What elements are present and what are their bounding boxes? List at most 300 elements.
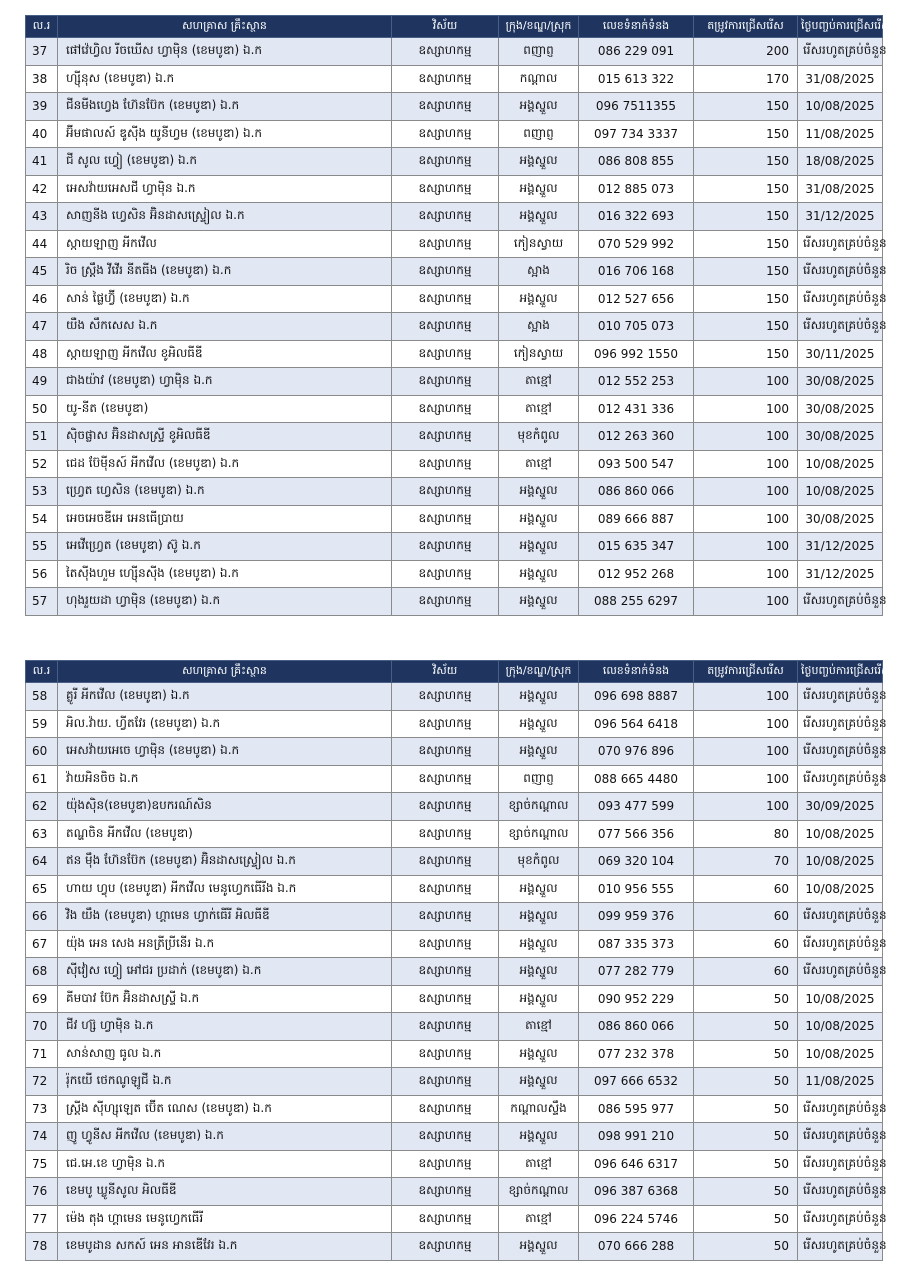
deadline-cell: 30/08/2025 <box>798 505 883 533</box>
company-name-cell: យ៉ុង អេន សេង អនត្រីប្រីនើរ ឯ.ក <box>58 930 392 958</box>
header-number: ល.រ <box>26 16 58 38</box>
header-deadline: ថ្ងៃបញ្ចប់ការជ្រើសរើស <box>798 661 883 683</box>
company-name-cell: អេសវ៉ាយអេសជី ហ្វាម៉ិន ឯ.ក <box>58 175 392 203</box>
table-row <box>26 1040 883 1068</box>
hiring-quantity-cell: 100 <box>694 560 798 588</box>
sector-cell: ឧស្សាហកម្ម <box>392 588 499 616</box>
deadline-cell: 10/08/2025 <box>798 875 883 903</box>
deadline-cell: 10/08/2025 <box>798 450 883 478</box>
deadline-cell: 30/09/2025 <box>798 793 883 821</box>
phone-number-cell: 090 952 229 <box>579 985 694 1013</box>
hiring-quantity-cell: 100 <box>694 505 798 533</box>
sector-cell: ឧស្សាហកម្ម <box>392 120 499 148</box>
header-number: ល.រ <box>26 661 58 683</box>
table-row <box>26 958 883 986</box>
district-cell: តាខ្មៅ <box>499 1205 579 1233</box>
phone-number-cell: 016 706 168 <box>579 258 694 286</box>
phone-number-cell: 097 734 3337 <box>579 120 694 148</box>
company-name-cell: ញូ ហ្វូនីស អីកវើល (ខេមបូឌា) ឯ.ក <box>58 1123 392 1151</box>
hiring-quantity-cell: 100 <box>694 423 798 451</box>
deadline-cell: 10/08/2025 <box>798 985 883 1013</box>
table-row <box>26 423 883 451</box>
company-name-cell: អេសវ៉ាយអេចេ ហ្វាម៉ិន (ខេមបូឌា) ឯ.ក <box>58 738 392 766</box>
hiring-quantity-cell: 100 <box>694 683 798 711</box>
phone-number-cell: 096 224 5746 <box>579 1205 694 1233</box>
table-row <box>26 450 883 478</box>
sector-cell: ឧស្សាហកម្ម <box>392 423 499 451</box>
sector-cell: ឧស្សាហកម្ម <box>392 765 499 793</box>
row-number-cell: 42 <box>26 175 58 203</box>
district-cell: អង្គស្នួល <box>499 958 579 986</box>
district-cell: អង្គស្នួល <box>499 93 579 121</box>
phone-number-cell: 015 613 322 <box>579 65 694 93</box>
table-body <box>26 38 887 616</box>
hiring-quantity-cell: 60 <box>694 875 798 903</box>
row-number-cell: 76 <box>26 1178 58 1206</box>
phone-number-cell: 099 959 376 <box>579 903 694 931</box>
table-row <box>26 560 883 588</box>
table-row <box>26 395 883 423</box>
table-row <box>26 533 883 561</box>
header-sector: វិស័យ <box>392 661 499 683</box>
hiring-quantity-cell: 100 <box>694 710 798 738</box>
sector-cell: ឧស្សាហកម្ម <box>392 533 499 561</box>
row-number-cell: 55 <box>26 533 58 561</box>
company-name-cell: ស្កាយឡាញ អីកវើល <box>58 230 392 258</box>
row-number-cell: 44 <box>26 230 58 258</box>
company-name-cell: ផៅវ៉េហ្វិល រីចឃើស ហ្វាម៉ិន (ខេមបូឌា) ឯ.ក <box>58 38 392 66</box>
district-cell: អង្គស្នួល <box>499 930 579 958</box>
phone-number-cell: 077 232 378 <box>579 1040 694 1068</box>
phone-number-cell: 086 229 091 <box>579 38 694 66</box>
deadline-cell: រើសរហូតគ្រប់ចំនួន <box>798 1205 883 1233</box>
table-row <box>26 203 883 231</box>
phone-number-cell: 086 860 066 <box>579 478 694 506</box>
table-row <box>26 1178 883 1206</box>
table-row <box>26 1095 883 1123</box>
recruitment-table-1 <box>25 15 892 616</box>
hiring-quantity-cell: 50 <box>694 985 798 1013</box>
header-district: ក្រុង/ខណ្ឌ/ស្រុក <box>499 16 579 38</box>
company-name-cell: ស្កាយឡាញ អីកវើល ខូអិលធីឌី <box>58 340 392 368</box>
row-number-cell: 60 <box>26 738 58 766</box>
deadline-cell: 30/08/2025 <box>798 395 883 423</box>
sector-cell: ឧស្សាហកម្ម <box>392 478 499 506</box>
sector-cell: ឧស្សាហកម្ម <box>392 958 499 986</box>
deadline-cell: 10/08/2025 <box>798 848 883 876</box>
company-name-cell: យ៉ុងស៊ិន(ខេមបូឌា)ឧបករណ៍សិន <box>58 793 392 821</box>
deadline-cell: រើសរហូតគ្រប់ចំនួន <box>798 1150 883 1178</box>
row-number-cell: 73 <box>26 1095 58 1123</box>
table-row <box>26 683 883 711</box>
district-cell: អង្គស្នួល <box>499 875 579 903</box>
hiring-quantity-cell: 150 <box>694 175 798 203</box>
company-name-cell: អ៊ីមផាលស៍ ឌូស៊ីង យូនីហ្វម (ខេមបូឌា) ឯ.ក <box>58 120 392 148</box>
sector-cell: ឧស្សាហកម្ម <box>392 230 499 258</box>
row-number-cell: 39 <box>26 93 58 121</box>
company-name-cell: តណ្ហចិន អីកវើល (ខេមបូឌា) <box>58 820 392 848</box>
district-cell: អង្គស្នួល <box>499 560 579 588</box>
deadline-cell: រើសរហូតគ្រប់ចំនួន <box>798 903 883 931</box>
hiring-quantity-cell: 50 <box>694 1233 798 1261</box>
phone-number-cell: 077 282 779 <box>579 958 694 986</box>
district-cell: ស្អាង <box>499 258 579 286</box>
row-number-cell: 69 <box>26 985 58 1013</box>
sector-cell: ឧស្សាហកម្ម <box>392 1040 499 1068</box>
row-number-cell: 59 <box>26 710 58 738</box>
hiring-quantity-cell: 100 <box>694 738 798 766</box>
sector-cell: ឧស្សាហកម្ម <box>392 1150 499 1178</box>
table-row <box>26 1013 883 1041</box>
sector-cell: ឧស្សាហកម្ម <box>392 903 499 931</box>
sector-cell: ឧស្សាហកម្ម <box>392 285 499 313</box>
deadline-cell: 10/08/2025 <box>798 820 883 848</box>
sector-cell: ឧស្សាហកម្ម <box>392 560 499 588</box>
phone-number-cell: 012 431 336 <box>579 395 694 423</box>
row-number-cell: 52 <box>26 450 58 478</box>
table-row <box>26 765 883 793</box>
hiring-quantity-cell: 100 <box>694 368 798 396</box>
table-row <box>26 1150 883 1178</box>
district-cell: ខ្សាច់កណ្ដាល <box>499 820 579 848</box>
deadline-cell: រើសរហូតគ្រប់ចំនួន <box>798 958 883 986</box>
table-header <box>26 661 892 683</box>
row-number-cell: 48 <box>26 340 58 368</box>
phone-number-cell: 096 7511355 <box>579 93 694 121</box>
hiring-quantity-cell: 200 <box>694 38 798 66</box>
sector-cell: ឧស្សាហកម្ម <box>392 175 499 203</box>
sector-cell: ឧស្សាហកម្ម <box>392 38 499 66</box>
table-row <box>26 120 883 148</box>
row-number-cell: 71 <box>26 1040 58 1068</box>
sector-cell: ឧស្សាហកម្ម <box>392 340 499 368</box>
row-number-cell: 43 <box>26 203 58 231</box>
header-district: ក្រុង/ខណ្ឌ/ស្រុក <box>499 661 579 683</box>
row-number-cell: 47 <box>26 313 58 341</box>
company-name-cell: ហុងរួយដា ហ្វាម៉ិន (ខេមបូឌា) ឯ.ក <box>58 588 392 616</box>
company-name-cell: អេចអេចឌីអេ អេនធើប្រាយ <box>58 505 392 533</box>
row-number-cell: 66 <box>26 903 58 931</box>
phone-number-cell: 087 335 373 <box>579 930 694 958</box>
row-number-cell: 72 <box>26 1068 58 1096</box>
sector-cell: ឧស្សាហកម្ម <box>392 985 499 1013</box>
table-row <box>26 313 883 341</box>
deadline-cell: រើសរហូតគ្រប់ចំនួន <box>798 1178 883 1206</box>
deadline-cell: 30/08/2025 <box>798 423 883 451</box>
phone-number-cell: 070 976 896 <box>579 738 694 766</box>
header-row <box>26 661 883 683</box>
district-cell: អង្គស្នួល <box>499 683 579 711</box>
deadline-cell: រើសរហូតគ្រប់ចំនួន <box>798 1095 883 1123</box>
hiring-quantity-cell: 100 <box>694 765 798 793</box>
hiring-quantity-cell: 50 <box>694 1013 798 1041</box>
table-row <box>26 1205 883 1233</box>
row-number-cell: 41 <box>26 148 58 176</box>
district-cell: កៀនស្វាយ <box>499 230 579 258</box>
deadline-cell: 31/12/2025 <box>798 560 883 588</box>
deadline-cell: 11/08/2025 <box>798 120 883 148</box>
company-name-cell: សាញនីង ហ្វេសិន អ៊ិនដាសស្ទ្រៀល ឯ.ក <box>58 203 392 231</box>
district-cell: ពញាព្ញ <box>499 120 579 148</box>
company-name-cell: សាន់ ផ្លៃហ្វ៊ី (ខេមបូឌា) ឯ.ក <box>58 285 392 313</box>
row-number-cell: 64 <box>26 848 58 876</box>
hiring-quantity-cell: 100 <box>694 793 798 821</box>
table-row <box>26 38 883 66</box>
table-row <box>26 478 883 506</box>
district-cell: តាខ្មៅ <box>499 395 579 423</box>
table-row <box>26 148 883 176</box>
table-row <box>26 793 883 821</box>
row-number-cell: 46 <box>26 285 58 313</box>
deadline-cell: 30/11/2025 <box>798 340 883 368</box>
phone-number-cell: 077 566 356 <box>579 820 694 848</box>
district-cell: អង្គស្នួល <box>499 1040 579 1068</box>
sector-cell: ឧស្សាហកម្ម <box>392 93 499 121</box>
deadline-cell: រើសរហូតគ្រប់ចំនួន <box>798 588 883 616</box>
header-phone: លេខទំនាក់ទំនង <box>579 16 694 38</box>
district-cell: តាខ្មៅ <box>499 450 579 478</box>
table-row <box>26 340 883 368</box>
company-name-cell: ខេមបូដាន សកស៍ អេន អានឌើវែរ ឯ.ក <box>58 1233 392 1261</box>
row-number-cell: 70 <box>26 1013 58 1041</box>
row-number-cell: 63 <box>26 820 58 848</box>
district-cell: ស្អាង <box>499 313 579 341</box>
sector-cell: ឧស្សាហកម្ម <box>392 203 499 231</box>
row-number-cell: 38 <box>26 65 58 93</box>
deadline-cell: រើសរហូតគ្រប់ចំនួន <box>798 1233 883 1261</box>
sector-cell: ឧស្សាហកម្ម <box>392 820 499 848</box>
row-number-cell: 74 <box>26 1123 58 1151</box>
deadline-cell: 31/12/2025 <box>798 533 883 561</box>
header-row <box>26 16 883 38</box>
deadline-cell: 10/08/2025 <box>798 93 883 121</box>
district-cell: មុខកំពូល <box>499 423 579 451</box>
sector-cell: ឧស្សាហកម្ម <box>392 450 499 478</box>
deadline-cell: 31/08/2025 <box>798 65 883 93</box>
row-number-cell: 61 <box>26 765 58 793</box>
district-cell: ខ្សាច់កណ្ដាល <box>499 793 579 821</box>
table-body <box>26 683 887 1261</box>
district-cell: អង្គស្នួល <box>499 710 579 738</box>
row-number-cell: 67 <box>26 930 58 958</box>
sector-cell: ឧស្សាហកម្ម <box>392 1123 499 1151</box>
row-number-cell: 58 <box>26 683 58 711</box>
phone-number-cell: 093 477 599 <box>579 793 694 821</box>
hiring-quantity-cell: 60 <box>694 930 798 958</box>
row-number-cell: 78 <box>26 1233 58 1261</box>
district-cell: អង្គស្នួល <box>499 1233 579 1261</box>
deadline-cell: រើសរហូតគ្រប់ចំនួន <box>798 38 883 66</box>
table-header <box>26 16 892 38</box>
hiring-quantity-cell: 150 <box>694 203 798 231</box>
hiring-quantity-cell: 150 <box>694 258 798 286</box>
district-cell: អង្គស្នួល <box>499 203 579 231</box>
phone-number-cell: 088 255 6297 <box>579 588 694 616</box>
company-name-cell: ហ្វ្រេត ហ្វេសិន (ខេមបូឌា) ឯ.ក <box>58 478 392 506</box>
hiring-quantity-cell: 150 <box>694 340 798 368</box>
hiring-quantity-cell: 50 <box>694 1205 798 1233</box>
row-number-cell: 40 <box>26 120 58 148</box>
company-name-cell: ជីវ ហ្ស៊ ហ្វាម៉ិន ឯ.ក <box>58 1013 392 1041</box>
phone-number-cell: 015 635 347 <box>579 533 694 561</box>
phone-number-cell: 016 322 693 <box>579 203 694 231</box>
phone-number-cell: 089 666 887 <box>579 505 694 533</box>
sector-cell: ឧស្សាហកម្ម <box>392 683 499 711</box>
sector-cell: ឧស្សាហកម្ម <box>392 368 499 396</box>
phone-number-cell: 012 552 253 <box>579 368 694 396</box>
company-name-cell: ស៊ិចផ្លាស អ៊ិនដាសស្ទ្រី ខូអិលធីឌី <box>58 423 392 451</box>
hiring-quantity-cell: 150 <box>694 285 798 313</box>
sector-cell: ឧស្សាហកម្ម <box>392 1233 499 1261</box>
hiring-quantity-cell: 150 <box>694 93 798 121</box>
phone-number-cell: 097 666 6532 <box>579 1068 694 1096</box>
district-cell: អង្គស្នួល <box>499 148 579 176</box>
company-name-cell: រ៉ុកយើ ថេកណូឡូជី ឯ.ក <box>58 1068 392 1096</box>
district-cell: ពញាព្ញ <box>499 38 579 66</box>
district-cell: តាខ្មៅ <box>499 368 579 396</box>
phone-number-cell: 010 956 555 <box>579 875 694 903</box>
deadline-cell: រើសរហូតគ្រប់ចំនួន <box>798 313 883 341</box>
district-cell: អង្គស្នួល <box>499 588 579 616</box>
company-name-cell: ជី សូល ហ្វៀ (ខេមបូឌា) ឯ.ក <box>58 148 392 176</box>
row-number-cell: 54 <box>26 505 58 533</box>
district-cell: អង្គស្នួល <box>499 533 579 561</box>
hiring-quantity-cell: 150 <box>694 230 798 258</box>
hiring-quantity-cell: 100 <box>694 533 798 561</box>
deadline-cell: 10/08/2025 <box>798 478 883 506</box>
hiring-quantity-cell: 60 <box>694 958 798 986</box>
sector-cell: ឧស្សាហកម្ម <box>392 1068 499 1096</box>
hiring-quantity-cell: 150 <box>694 120 798 148</box>
company-name-cell: អិល.វ៉ាយ. ហ្វីតវែរ (ខេមបូឌា) ឯ.ក <box>58 710 392 738</box>
header-sector: វិស័យ <box>392 16 499 38</box>
deadline-cell: 31/12/2025 <box>798 203 883 231</box>
hiring-quantity-cell: 60 <box>694 903 798 931</box>
phone-number-cell: 012 263 360 <box>579 423 694 451</box>
row-number-cell: 49 <box>26 368 58 396</box>
company-name-cell: គ្លូរី អីកវើល (ខេមបូឌា) ឯ.ក <box>58 683 392 711</box>
hiring-quantity-cell: 100 <box>694 588 798 616</box>
deadline-cell: 11/08/2025 <box>798 1068 883 1096</box>
phone-number-cell: 069 320 104 <box>579 848 694 876</box>
table-row <box>26 65 883 93</box>
phone-number-cell: 086 860 066 <box>579 1013 694 1041</box>
row-number-cell: 62 <box>26 793 58 821</box>
company-name-cell: ម៉េង តុង ហ្គាមេន មេនូហ្វេកធើរី <box>58 1205 392 1233</box>
hiring-quantity-cell: 50 <box>694 1150 798 1178</box>
sector-cell: ឧស្សាហកម្ម <box>392 738 499 766</box>
phone-number-cell: 012 885 073 <box>579 175 694 203</box>
table-row <box>26 1068 883 1096</box>
district-cell: អង្គស្នួល <box>499 903 579 931</box>
sector-cell: ឧស្សាហកម្ម <box>392 793 499 821</box>
table-row <box>26 875 883 903</box>
phone-number-cell: 096 564 6418 <box>579 710 694 738</box>
table-row <box>26 930 883 958</box>
header-phone: លេខទំនាក់ទំនង <box>579 661 694 683</box>
sector-cell: ឧស្សាហកម្ម <box>392 65 499 93</box>
company-name-cell: ស្ត្រីង ស៊ីហ្សុឡេត ប៊ើត ណេស (ខេមបូឌា) ឯ.ក <box>58 1095 392 1123</box>
table-row <box>26 258 883 286</box>
district-cell: អង្គស្នួល <box>499 985 579 1013</box>
sector-cell: ឧស្សាហកម្ម <box>392 258 499 286</box>
row-number-cell: 77 <box>26 1205 58 1233</box>
phone-number-cell: 070 529 992 <box>579 230 694 258</box>
district-cell: អង្គស្នួល <box>499 175 579 203</box>
district-cell: អង្គស្នួល <box>499 1068 579 1096</box>
header-quantity: តម្រូវការជ្រើសរើស <box>694 661 798 683</box>
table-row <box>26 820 883 848</box>
deadline-cell: 10/08/2025 <box>798 1013 883 1041</box>
hiring-quantity-cell: 170 <box>694 65 798 93</box>
deadline-cell: រើសរហូតគ្រប់ចំនួន <box>798 738 883 766</box>
sector-cell: ឧស្សាហកម្ម <box>392 148 499 176</box>
header-quantity: តម្រូវការជ្រើសរើស <box>694 16 798 38</box>
sector-cell: ឧស្សាហកម្ម <box>392 1013 499 1041</box>
table-row <box>26 588 883 616</box>
hiring-quantity-cell: 50 <box>694 1068 798 1096</box>
sector-cell: ឧស្សាហកម្ម <box>392 930 499 958</box>
recruitment-table-2 <box>25 660 892 1261</box>
phone-number-cell: 096 387 6368 <box>579 1178 694 1206</box>
phone-number-cell: 012 527 656 <box>579 285 694 313</box>
district-cell: ខ្សាច់កណ្ដាល <box>499 1178 579 1206</box>
phone-number-cell: 093 500 547 <box>579 450 694 478</box>
company-name-cell: ជេ.អេ.ខេ ហ្វាម៉ិន ឯ.ក <box>58 1150 392 1178</box>
hiring-quantity-cell: 50 <box>694 1095 798 1123</box>
hiring-quantity-cell: 50 <box>694 1040 798 1068</box>
company-name-cell: យឺង សឹកសេស ឯ.ក <box>58 313 392 341</box>
header-company: សហគ្រាស គ្រឹះស្ថាន <box>58 16 392 38</box>
company-name-cell: ហ្ស៊ីនុស (ខេមបូឌា) ឯ.ក <box>58 65 392 93</box>
district-cell: មុខកំពូល <box>499 848 579 876</box>
deadline-cell: រើសរហូតគ្រប់ចំនួន <box>798 285 883 313</box>
sector-cell: ឧស្សាហកម្ម <box>392 1205 499 1233</box>
table-row <box>26 175 883 203</box>
hiring-quantity-cell: 100 <box>694 395 798 423</box>
table-row <box>26 230 883 258</box>
row-number-cell: 57 <box>26 588 58 616</box>
row-number-cell: 56 <box>26 560 58 588</box>
district-cell: ពញាព្ញ <box>499 765 579 793</box>
sector-cell: ឧស្សាហកម្ម <box>392 313 499 341</box>
row-number-cell: 51 <box>26 423 58 451</box>
deadline-cell: 30/08/2025 <box>798 368 883 396</box>
deadline-cell: 10/08/2025 <box>798 1040 883 1068</box>
row-number-cell: 68 <box>26 958 58 986</box>
deadline-cell: រើសរហូតគ្រប់ចំនួន <box>798 765 883 793</box>
table-row <box>26 848 883 876</box>
company-name-cell: វិង យឹង (ខេមបូឌា) ហ្គាមេន ហ្វាក់ធើរី អិលធីឌី <box>58 903 392 931</box>
hiring-quantity-cell: 80 <box>694 820 798 848</box>
district-cell: អង្គស្នួល <box>499 1123 579 1151</box>
phone-number-cell: 012 952 268 <box>579 560 694 588</box>
district-cell: អង្គស្នួល <box>499 478 579 506</box>
company-name-cell: តៃស៊ីងហួម ហ្ស៊ើនស៊ីង (ខេមបូឌា) ឯ.ក <box>58 560 392 588</box>
header-company: សហគ្រាស គ្រឹះស្ថាន <box>58 661 392 683</box>
row-number-cell: 50 <box>26 395 58 423</box>
district-cell: កណ្ដាលស្ទឹង <box>499 1095 579 1123</box>
hiring-quantity-cell: 50 <box>694 1123 798 1151</box>
phone-number-cell: 070 666 288 <box>579 1233 694 1261</box>
district-cell: កៀនស្វាយ <box>499 340 579 368</box>
company-name-cell: ស៊ីវៀស ហ្វៀ អៅជរ ប្រដាក់ (ខេមបូឌា) ឯ.ក <box>58 958 392 986</box>
company-name-cell: យូ-នីត (ខេមបូឌា) <box>58 395 392 423</box>
sector-cell: ឧស្សាហកម្ម <box>392 710 499 738</box>
company-name-cell: អេវើហ្វ្រេត (ខេមបូឌា) ស៊ូ ឯ.ក <box>58 533 392 561</box>
table-row <box>26 738 883 766</box>
phone-number-cell: 098 991 210 <box>579 1123 694 1151</box>
